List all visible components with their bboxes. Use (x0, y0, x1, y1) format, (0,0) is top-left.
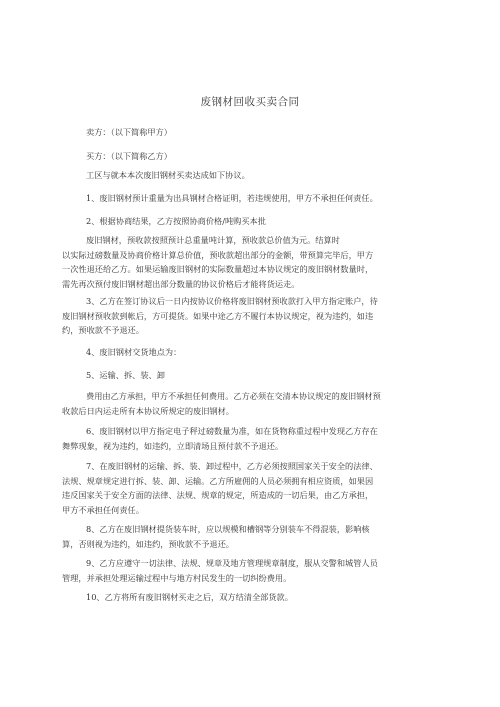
clause-5-line-2: 收款后日内运走所有本协议所规定的废旧钢材。 (62, 405, 234, 416)
clause-5-line-1: 费用由乙方承担，甲方不承担任何费用。乙方必须在交清本协议规定的废旧钢材预 (86, 391, 381, 401)
clause-9-line-2: 管理，并承担处理运输过程中与地方村民发生的一切纠纷费用。 (62, 572, 292, 583)
buyer-line: 买方：（以下简称乙方） (86, 151, 172, 161)
clause-7-line-1: 7、在废旧钢材的运输、拆、装、卸过程中，乙方必须按照国家关于安全的法律、 (86, 461, 378, 471)
clause-8-line-2: 算，否则视为违约，如违约，预收款不予退还。 (62, 538, 234, 549)
clause-4: 4、废旧钢材交货地点为： (86, 347, 182, 357)
clause-1: 1、废旧钢材预计重量为出具钢材合格证明，若违规使用，甲方不承担任何责任。 (86, 193, 378, 203)
clause-7-line-2: 法规、规章规定进行拆、装、卸、运输。乙方所雇佣的人员必须拥有相应资质，如果因 (62, 475, 374, 486)
clause-10: 10、乙方将所有废旧钢材买走之后，双方结清全部货款。 (86, 592, 293, 602)
clause-6-line-2: 舞弊现象，视为违约，如违约，立即清场且预付款不予退还。 (62, 440, 284, 451)
seller-line: 卖方：（以下简称甲方） (86, 127, 172, 137)
clause-3-line-1: 3、乙方在签订协议后一日内按协议价格将废旧钢材预收款打入甲方指定账户，待 (86, 296, 378, 306)
clause-9 (62, 556, 448, 585)
document-title: 废钢材回收买卖合同 (200, 96, 300, 108)
clause-6-line-1: 6、废旧钢材以甲方指定电子秤过磅数量为准，如在货物称重过程中发现乙方存在 (86, 426, 378, 436)
clause-2-line-1: 废旧钢材，预收款按照预计总重量吨计算，预收款总价值为元。结算时 (86, 235, 340, 245)
clause-5: 5、运输、拆、装、卸 (86, 370, 165, 380)
intro-paragraph: 工区与就本本次废旧钢材买卖达成如下协议。 (86, 170, 250, 180)
clause-9-line-1: 9、乙方应遵守一切法律、法规、规章及地方管理规章制度，服从交警和城管人员 (86, 558, 378, 568)
clause-3 (62, 294, 448, 338)
clause-5-body (62, 389, 448, 418)
clause-2: 2、根据协商结果，乙方按照协商价格/吨购买本批 (86, 216, 266, 226)
clause-2-line-4: 需先再次预付废旧钢材超出部分数量的协议价格后才能将货运走。 (62, 278, 300, 289)
clause-7-line-4: 甲方不承担任何责任。 (62, 504, 144, 515)
clause-8 (62, 522, 448, 551)
clause-7-line-3: 违反国家关于安全方面的法律、法规、规章的规定，所造成的一切后果，由乙方承担， (62, 490, 374, 500)
clause-2-body (62, 233, 448, 291)
clause-8-line-1: 8、乙方在废旧钢材提货装车时，应以规模和槽钢等分别装车不得混装，影响核 (86, 524, 370, 534)
clause-3-line-2: 废旧钢材预收款到帐后，方可提货。如果中途乙方不履行本协议规定，视为违约，如违 (62, 310, 374, 321)
clause-7 (62, 459, 448, 517)
clause-3-line-3: 约，预收款不予退还。 (62, 325, 144, 335)
clause-2-line-2: 以实际过磅数量及协商价格计算总价值，预收款超出部分的金额，带预算完毕后，甲方 (62, 249, 374, 260)
clause-2-line-3: 一次性退还给乙方。如果运输废旧钢材的实际数量超过本协议规定的废旧钢材数量时， (62, 264, 374, 274)
clause-6 (62, 424, 448, 453)
